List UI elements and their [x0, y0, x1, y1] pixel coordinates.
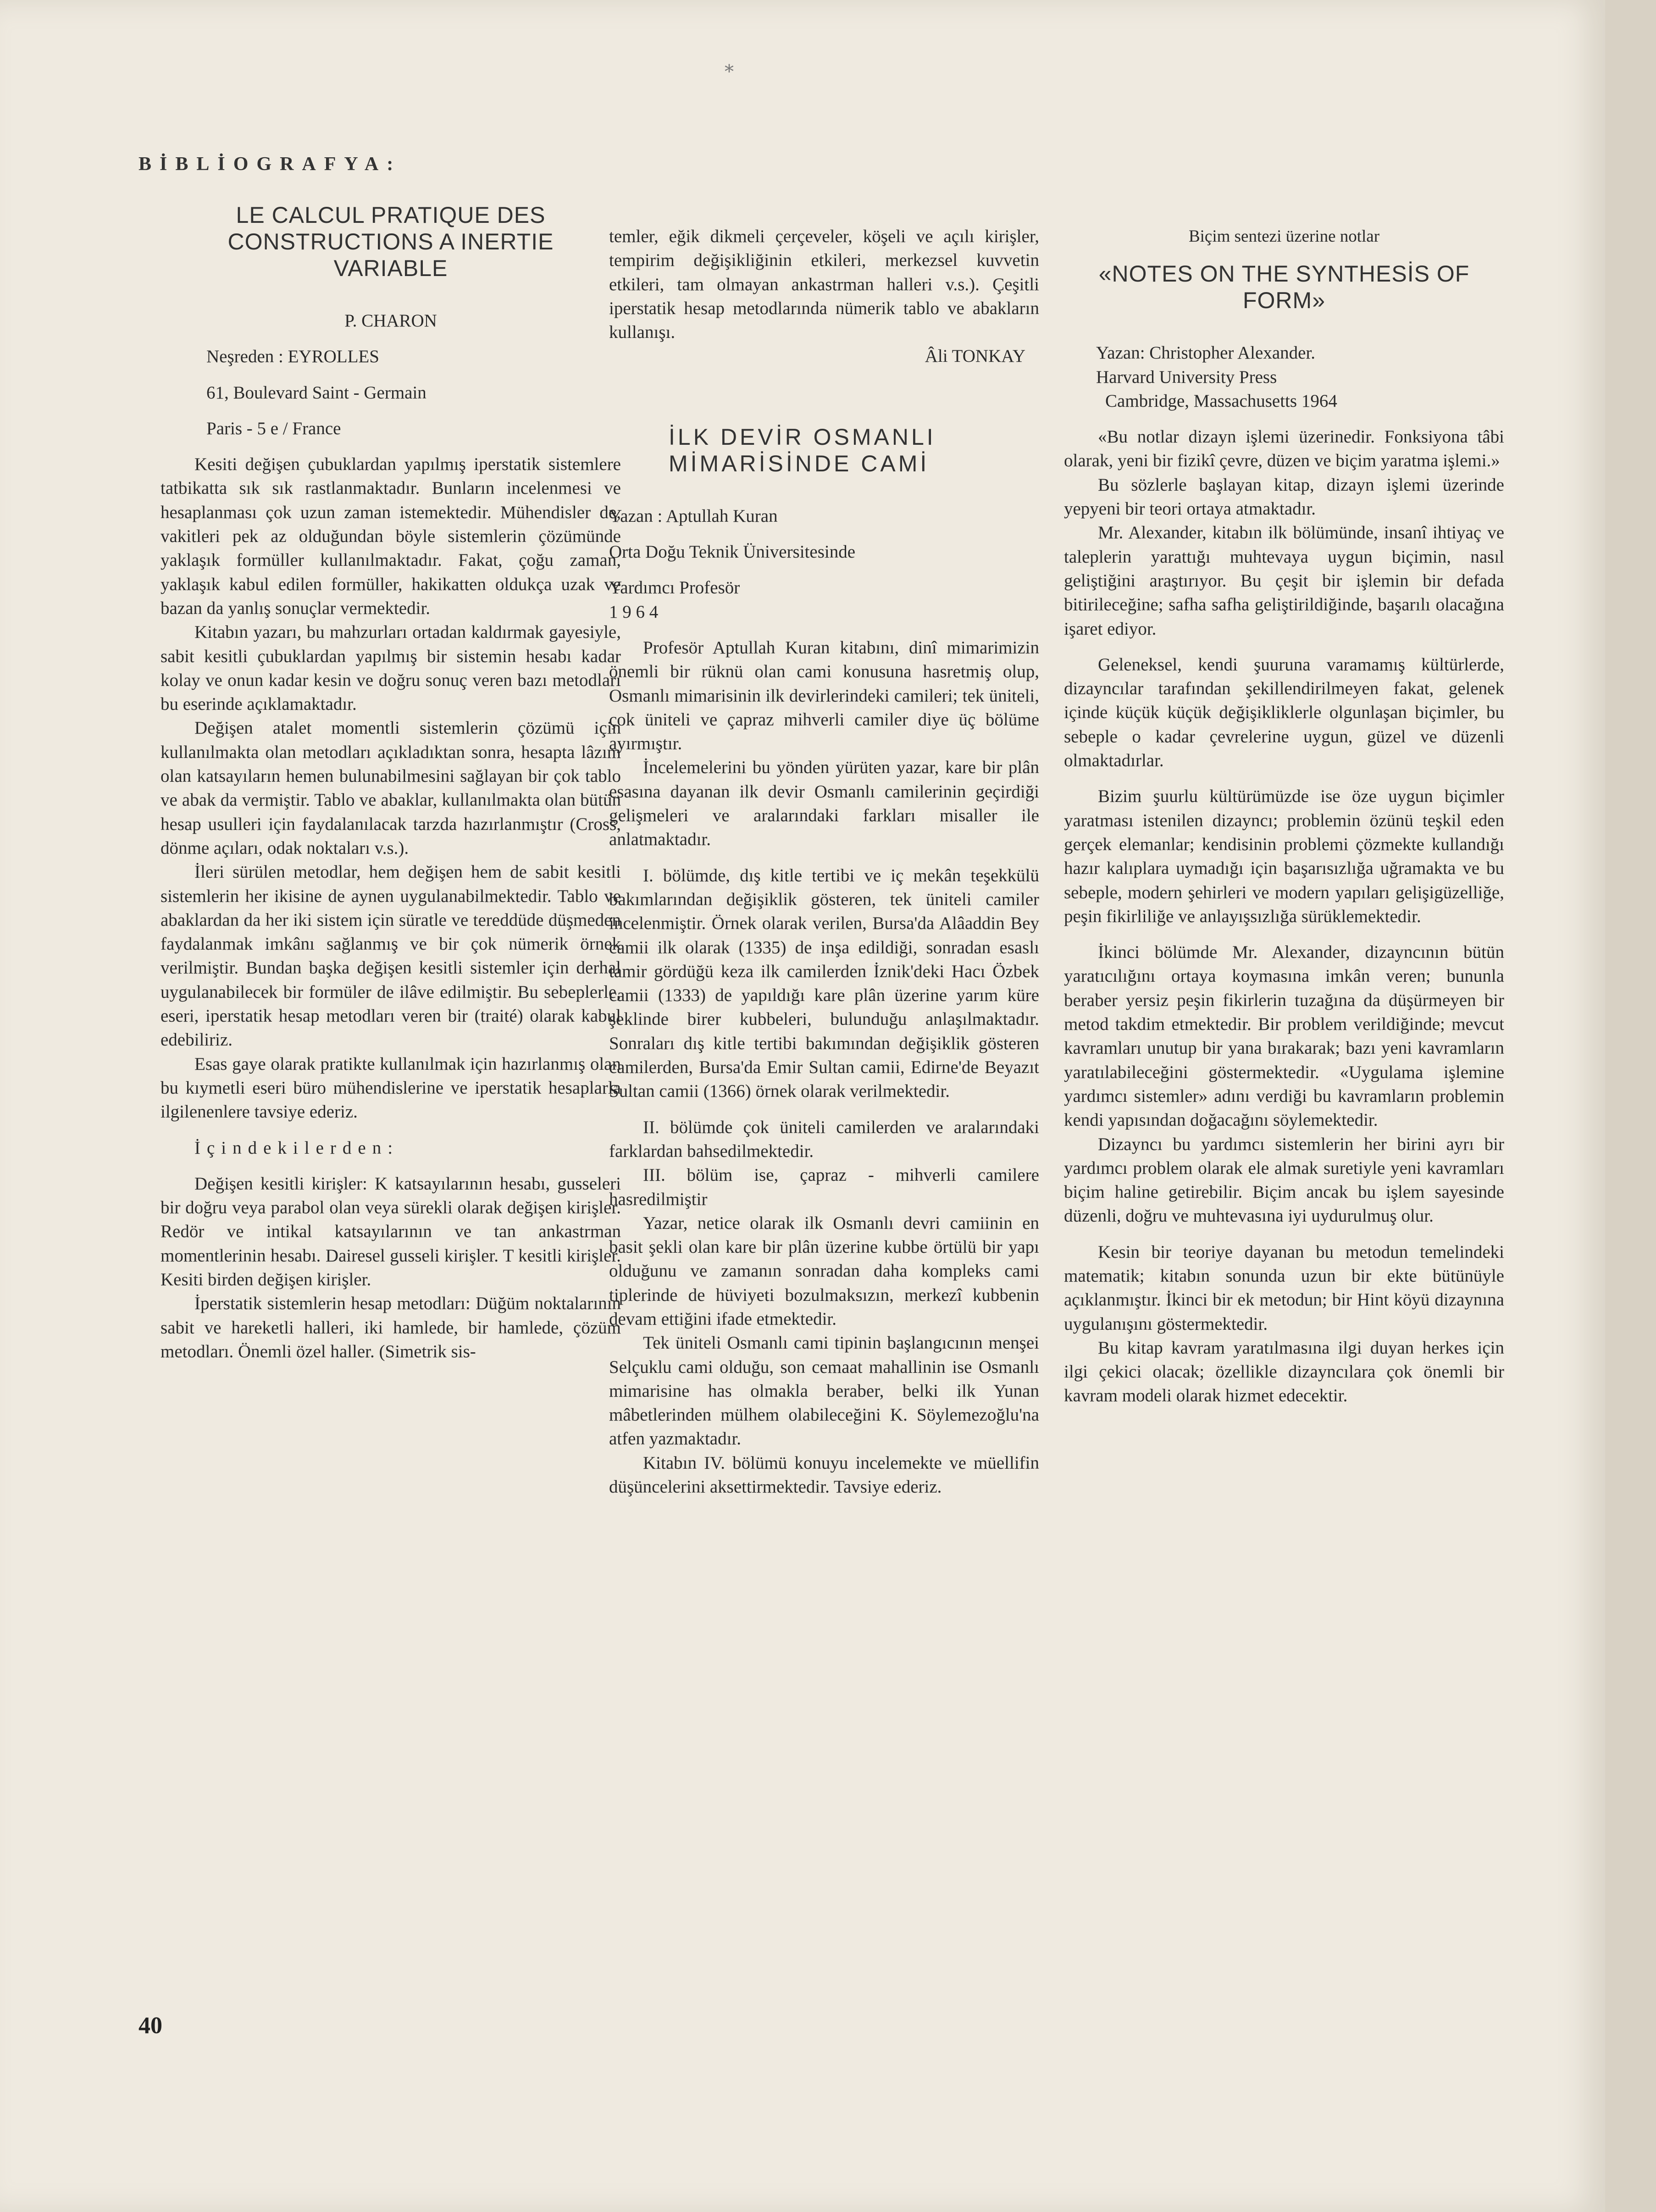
- review2-paragraph: Profesör Aptullah Kuran kitabını, dinî mimarimizin önemli bir rüknü olan cami konusuna hasretmiş olup, Osmanlı mimarisinin ilk devirlerindeki camileri; tek üniteli, çok üniteli ve çapraz mihverli camiler diye üç bölüme ayırmıştır.: [609, 637, 1039, 754]
- review1-city: Paris - 5 e / France: [206, 418, 341, 438]
- column-1: [161, 202, 621, 1364]
- review1-contents-heading: İçindekilerden:: [194, 1138, 399, 1158]
- review1-signature: Âli TONKAY: [925, 346, 1025, 366]
- review2-paragraph: İncelemelerini bu yönden yürüten yazar, kare bir plân esasına dayanan ilk devir Osmanlı camilerinin geçirdiği gelişmeleri ve aralarındaki farkları misaller ile anlatmaktadır.: [609, 758, 1039, 850]
- review1-contents-item: İperstatik sistemlerin hesap metodları: Düğüm noktalarının sabit ve hareketli halleri, iki hamlede, bir hamlede, çözüm metodları. Önemli özel haller. (Simetrik sis-: [161, 1294, 621, 1361]
- review2-paragraph: II. bölümde çok üniteli camilerden ve aralarındaki farklardan bahsedilmektedir.: [609, 1117, 1039, 1161]
- review2-title: İLK DEVİR OSMANLI MİMARİSİNDE CAMİ: [669, 424, 936, 476]
- review1-address: 61, Boulevard Saint - Germain: [206, 382, 426, 403]
- review2-year: 1 9 6 4: [609, 602, 659, 622]
- review1-paragraph: Esas gaye olarak pratikte kullanılmak için hazırlanmış olan bu kıymetli eseri büro mühendislerine ve iperstatik hesaplarla ilgilenenlere tavsiye ederiz.: [161, 1054, 621, 1122]
- section-header: BİBLİOGRAFYA:: [138, 154, 402, 175]
- review3-press: Harvard University Press: [1096, 367, 1277, 387]
- review3-paragraph: Kesin bir teoriye dayanan bu metodun temelindeki matematik; kitabın sonunda uzun bir ekte bütünüyle açıklanmıştır. İkinci bir ek metodun; bir Hint köyü dizaynına uygulanışını göstermektedir.: [1064, 1242, 1504, 1334]
- stray-mark: ⁎: [725, 55, 734, 76]
- review3-paragraph: Bu kitap kavram yaratılmasına ilgi duyan herkes için ilgi çekici olacak; özellikle dizayncılara çok önemli bir kavram modeli olarak hizmet edecektir.: [1064, 1338, 1504, 1406]
- review3-paragraph: Bizim şuurlu kültürümüzde ise öze uygun biçimler yaratması istenilen dizayncı; problemin özünü teşkil eden gerçek elemanlar; kendisinin problemi çözmekte kullandığı hazır kalıplara uymadığı için başarısızlığa uğramakta ve bu sebeple, modern şehirleri ve modern yapıları gelişigüzelliğe, peşin fikirliliğe ve anlayışsızlığa sürüklemektedir.: [1064, 786, 1504, 926]
- review3-paragraph: «Bu notlar dizayn işlemi üzerinedir. Fonksiyona tâbi olarak, yeni bir fizikî çevre, düzen ve biçim yaratma işlemi.»: [1064, 427, 1504, 471]
- review3-paragraph: İkinci bölümde Mr. Alexander, dizayncının bütün yaratıcılığını ortaya koymasına imkân veren; bununla beraber yersiz peşin fikirlerin tuzağına da düşürmeyen bir metod takdim etmektedir. Bir problem verildiğinde; mevcut kavramları unutup bir yana bırakarak; bazı yeni kavramların yaratılabileceğini göstermektedir. «Uygulama işlemine yardımcı sistemler» adını verdiği bu kavramların problemin kendi yapısından doğacağını söylemektedir.: [1064, 942, 1504, 1130]
- page-number: 40: [138, 2013, 162, 2039]
- review1-continuation: temler, eğik dikmeli çerçeveler, köşeli ve açılı kirişler, tempirim değişikliğinin etkileri, merkezsel kuvvetin etkileri, tam olmayan ankastrman halleri v.s.). Çeşitli iperstatik hesap metodlarında nümerik tablo ve abakların kullanışı.: [609, 227, 1039, 343]
- review1-paragraph: Kitabın yazarı, bu mahzurları ortadan kaldırmak gayesiyle, sabit kesitli çubuklardan yapılmış bir sistemin hesabı kadar kolay ve onun kadar kesin ve doğru sonuç veren bazı metodları bu eserinde açıklamaktadır.: [161, 622, 621, 714]
- review2-author: Yazan : Aptullah Kuran: [609, 506, 778, 526]
- review3-paragraph: Bu sözlerle başlayan kitap, dizayn işlemi üzerinde yepyeni bir teori ortaya atmaktadır.: [1064, 475, 1504, 519]
- review3-subtitle: Biçim sentezi üzerine notlar: [1188, 227, 1380, 246]
- column-3: [1064, 225, 1504, 1408]
- review2-paragraph: III. bölüm ise, çapraz - mihverli camilere hasredilmiştir: [609, 1165, 1039, 1209]
- review1-author: P. CHARON: [344, 311, 437, 331]
- review1-paragraph: Değişen atalet momentli sistemlerin çözümü için kullanılmakta olan metodları açıkladıktan sonra, hesapta lâzım olan katsayıların hemen bulunabilmesini sağlayan bir çok tablo ve abak da vermiştir. Tablo ve abaklar, kullanılmakta olan bütün hesap usulleri için faydalanılacak tarzda hazırlanmıştır (Cross, dönme açıları, odak noktaları v.s.).: [161, 718, 621, 858]
- review2-paragraph: Tek üniteli Osmanlı cami tipinin başlangıcının menşei Selçuklu cami olduğu, son cemaat mahallinin ise Osmanlı mimarisine has olmakla beraber, belki ilk Yunan mâbetlerinden mülhem olabileceğini K. Söylemezoğlu'na atfen yazmaktadır.: [609, 1333, 1039, 1449]
- review2-paragraph: I. bölümde, dış kitle tertibi ve iç mekân teşekkülü bakımlarından değişiklik gösteren, tek üniteli camiler incelenmiştir. Örnek olarak verilen, Bursa'da Alâaddin Bey camii ilk olarak (1335) de inşa edildiği, sonradan esaslı tamir gördüğü keza ilk camilerden İznik'deki Hacı Özbek camii (1333) de yapıldığı kare plân üzerine yarım küre şeklinde birer kubbeleri, bulunduğu anlaşılmaktadır. Sonraları dış kitle tertibi bakımından değişiklik gösteren camilerden, Bursa'da Emir Sultan camii, Edirne'de Beyazıt Sultan camii (1366) örnek olarak verilmektedir.: [609, 865, 1039, 1101]
- review2-paragraph: Yazar, netice olarak ilk Osmanlı devri camiinin en basit şekli olan kare bir plân üzerine kubbe örtülü bir yapı olduğunu ve zamanın sonradan daha kompleks cami tiplerinde de hüviyeti bozulmaksızın, merkezî kubbenin devam ettiğini ifade etmektedir.: [609, 1213, 1039, 1329]
- column-2: [609, 225, 1039, 1499]
- review3-paragraph: Geleneksel, kendi şuuruna varamamış kültürlerde, dizayncılar tarafından şekillendirilmeyen fakat, gelenek içinde küçük küçük değişikliklerle olgunlaşan biçimler, bu sebeple o kadar çevrelerine uygun, güzel ve düzenli olmaktadırlar.: [1064, 654, 1504, 771]
- review3-place: Cambridge, Massachusetts 1964: [1105, 391, 1337, 411]
- review3-paragraph: Mr. Alexander, kitabın ilk bölümünde, insanî ihtiyaç ve taleplerin yarattığı muhtevaya uygun biçimin, nasıl geliştiğini araştırıyor. Bu çeşit bir işlemin bir defada bitirileceğine; safha safha geliştirildiğinde, başarılı olacağına işaret ediyor.: [1064, 523, 1504, 639]
- review3-title: «NOTES ON THE SYNTHESİS OF FORM»: [1098, 261, 1470, 314]
- review3-paragraph: Dizayncı bu yardımcı sistemlerin her birini ayrı bir yardımcı problem olarak ele almak suretiyle yeni kavramları biçim haline getirebilir. Biçim ancak bu işlem sayesinde düzenli, doğru ve muhtevasına iyi uydurulmuş olur.: [1064, 1134, 1504, 1226]
- review1-title: LE CALCUL PRATIQUE DES CONSTRUCTIONS A INERTIE VARIABLE: [227, 202, 554, 281]
- review1-paragraph: Kesiti değişen çubuklardan yapılmış iperstatik sistemlere tatbikatta sık sık rastlanmaktadır. Bunların incelenmesi ve hesaplanması çok uzun zaman istemektedir. Mühendisler de, vakitleri pek az olduğundan böyle sistemlerin çözümünde yaklaşık formüller kullanılmaktadır. Fakat, çoğu zaman, yaklaşık kabul edilen formüller, hakikatten oldukça uzak ve bazan da yanlış sonuçlar vermektedir.: [161, 454, 621, 618]
- review2-institution: Orta Doğu Teknik Üniversitesinde: [609, 542, 856, 562]
- review1-paragraph: İleri sürülen metodlar, hem değişen hem de sabit kesitli sistemlerin her ikisine de aynen uygulanabilmektedir. Tablo ve abaklardan da her iki sistem için süratle ve tereddüde düşmeden faydalanmak imkânı sağlanmış ve bir çok nümerik örnek verilmiştir. Bundan başka değişen kesitli sistemler için derhal uygulanabilecek bir formüler de ilâve edilmiştir. Bu sebeplerle, eseri, iperstatik hesap metodları veren bir (traité) olarak kabul edebiliriz.: [161, 862, 621, 1050]
- review3-author: Yazan: Christopher Alexander.: [1096, 343, 1316, 363]
- review1-contents-item: Değişen kesitli kirişler: K katsayılarının hesabı, gusseleri bir doğru veya parabol olan veya sürekli olarak değişen kirişler. Redör ve intikal katsayılarının ve tan ankastrman momentlerinin hesabı. Dairesel gusseli kirişler. T kesitli kirişler. Kesiti birden değişen kirişler.: [161, 1173, 621, 1289]
- review1-publisher: Neşreden : EYROLLES: [206, 347, 379, 367]
- review2-paragraph: Kitabın IV. bölümü konuyu incelemekte ve müellifin düşüncelerini aksettirmektedir. Tavsiye ederiz.: [609, 1453, 1039, 1497]
- review2-position: Yardımcı Profesör: [609, 578, 740, 598]
